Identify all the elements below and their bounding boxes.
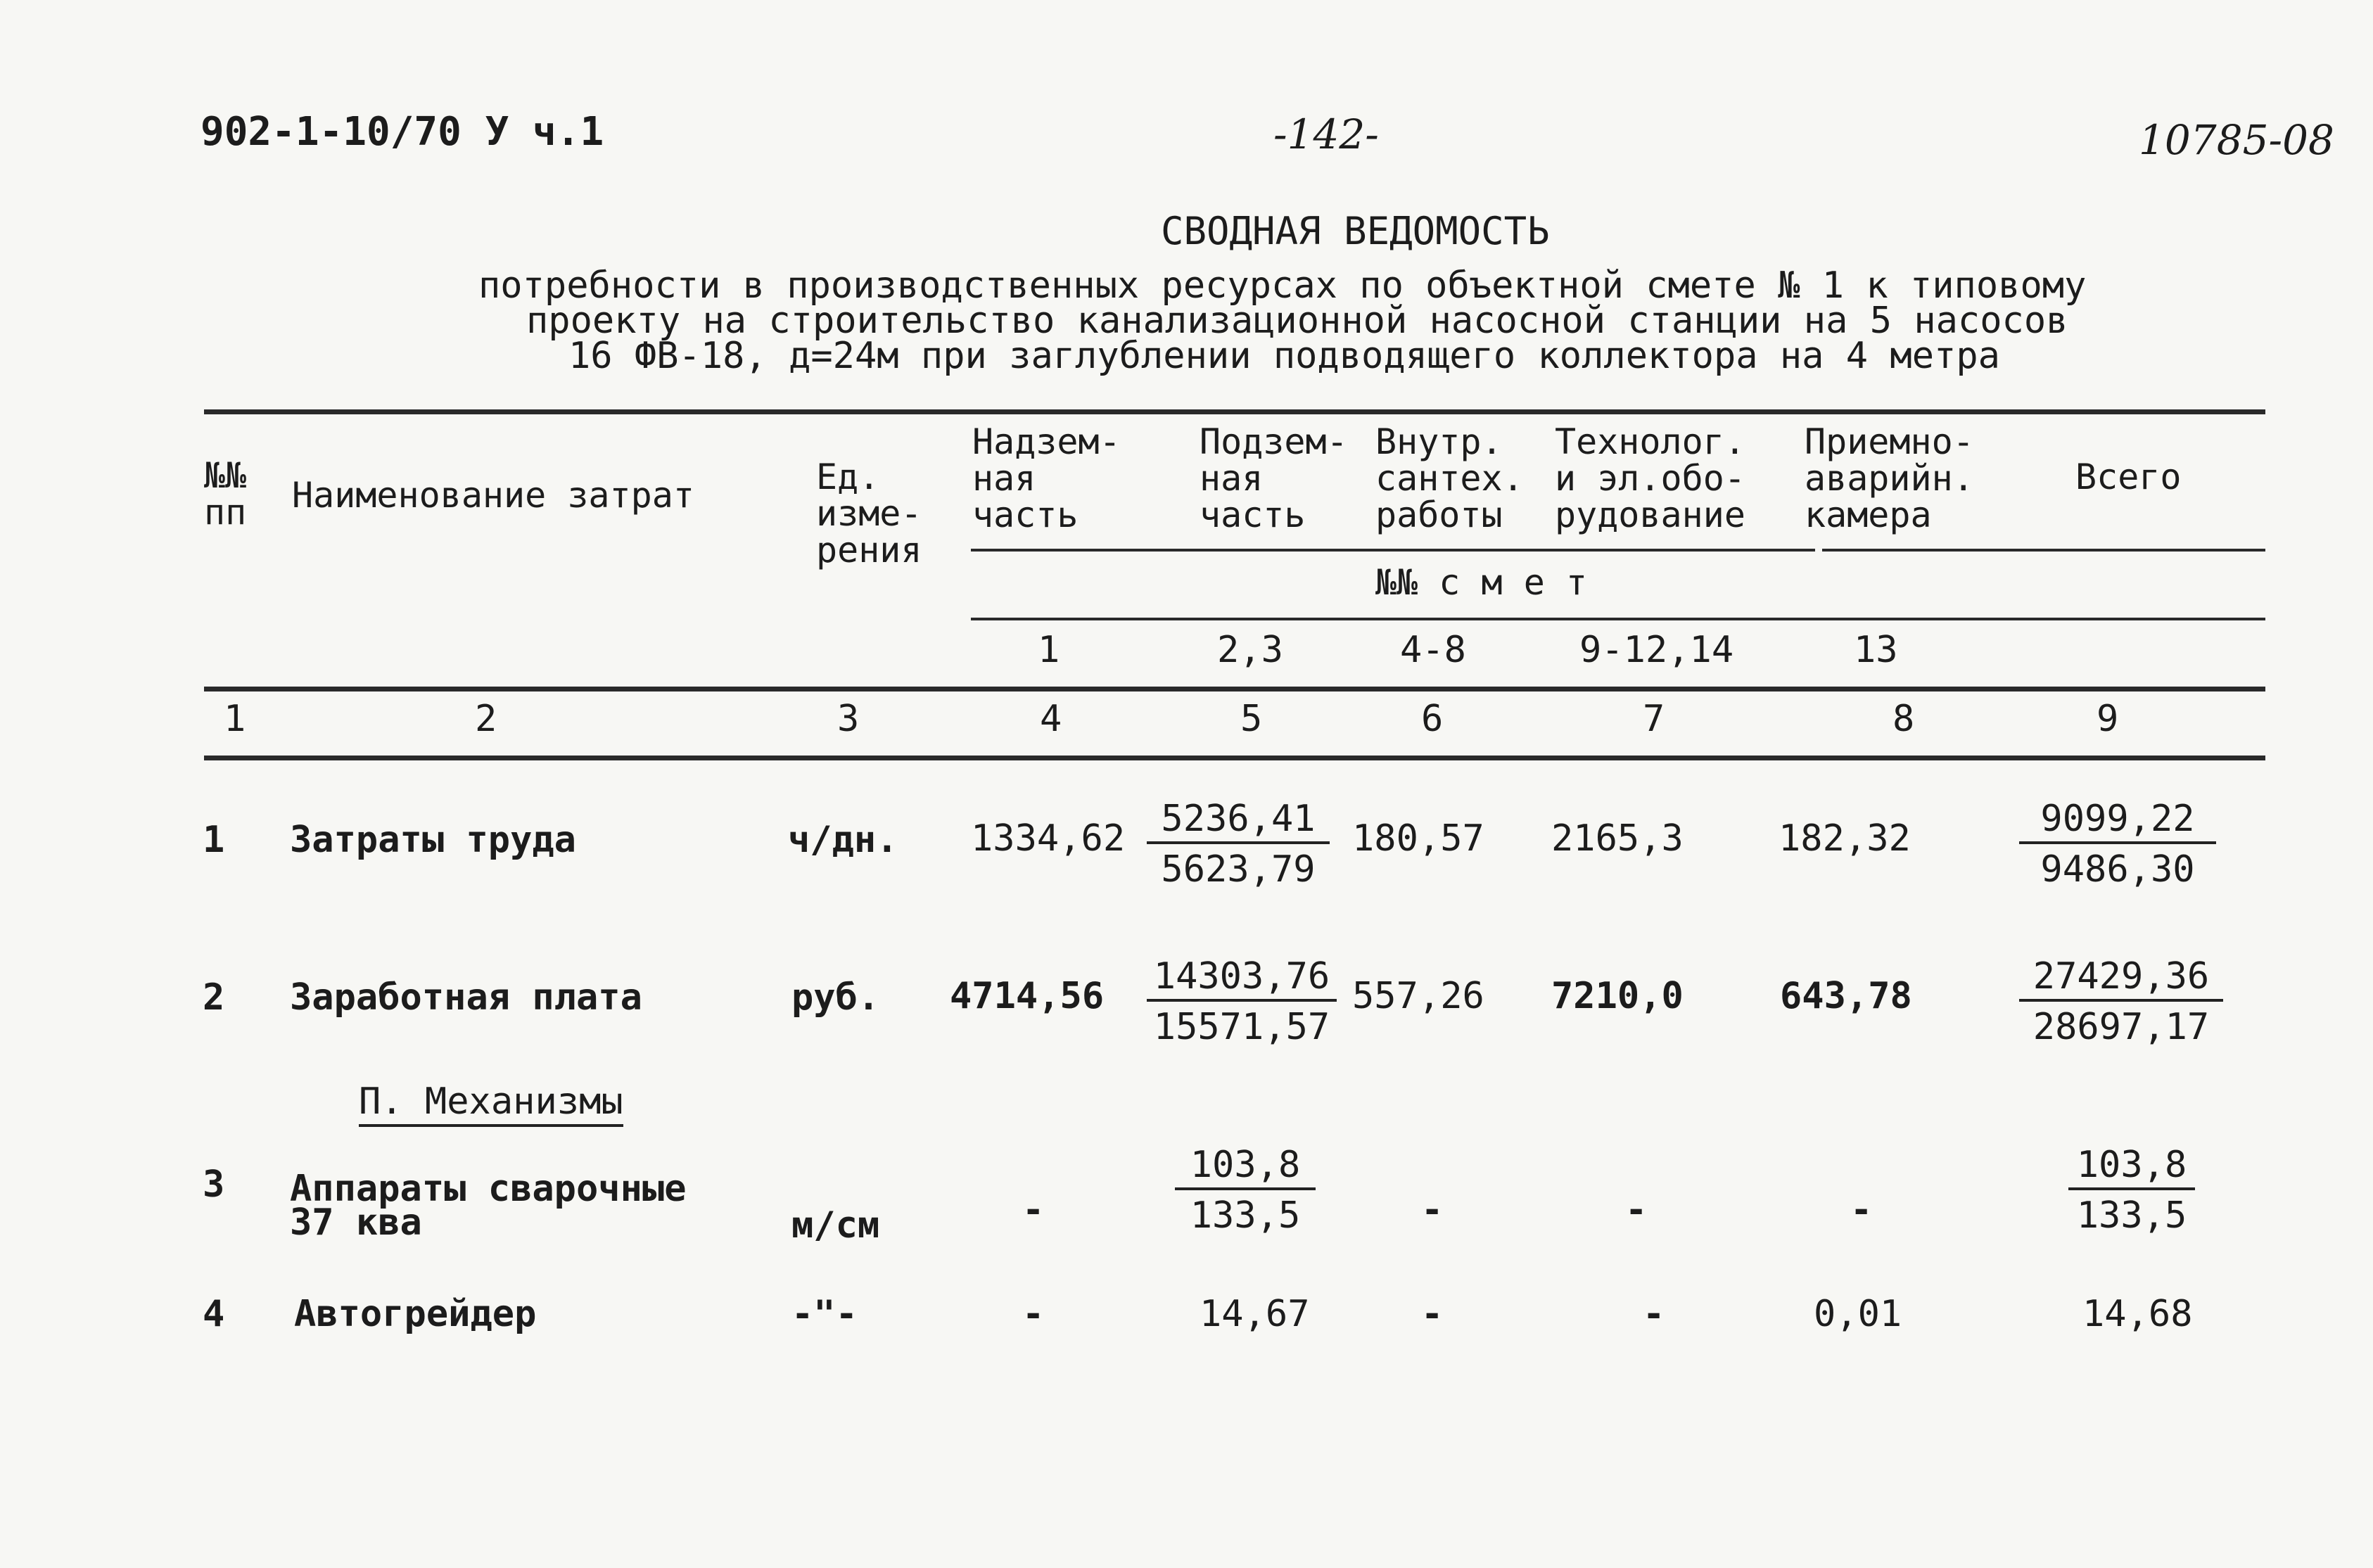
- row-1-col5: $\frac{5236,41}{5623,79}$: [1147, 801, 1330, 888]
- column-number-4: 4: [1040, 698, 1062, 740]
- row-1-col7: 2165,3: [1551, 817, 1684, 860]
- row-3-col4: -: [1022, 1189, 1045, 1231]
- section-mechanisms-heading: П. Механизмы: [359, 1083, 623, 1127]
- column-number-6: 6: [1421, 698, 1444, 740]
- title-line-2: проекту на строительство канализационной насосной станции на 5 насосов: [526, 300, 2068, 342]
- row-4-num: 4: [203, 1293, 225, 1335]
- column-number-7: 7: [1643, 698, 1665, 740]
- header-col4: Надзем- ная часть: [972, 421, 1121, 535]
- smet-number-4: 9-12,14: [1579, 629, 1734, 671]
- table-top-rule: [204, 409, 2265, 414]
- row-1-col9: $\frac{9099,22}{9486,30}$: [2019, 801, 2216, 888]
- row-1-col4: 1334,62: [971, 817, 1126, 860]
- row-4-col7: -: [1643, 1293, 1665, 1335]
- row-4-col6: -: [1421, 1293, 1444, 1335]
- header-col5: Подзем- ная часть: [1200, 421, 1348, 535]
- smet-number-1: 1: [1038, 629, 1060, 671]
- title-line-1: потребности в производственных ресурсах по объектной смете № 1 к типовому: [478, 264, 2087, 307]
- document-code: 902-1-10/70 У ч.1: [201, 109, 604, 155]
- column-number-5: 5: [1240, 698, 1263, 740]
- column-number-2: 2: [475, 698, 497, 740]
- smet-rule: [971, 618, 2265, 620]
- row-1-unit: ч/дн.: [788, 819, 898, 861]
- row-2-col4: 4714,56: [950, 975, 1105, 1017]
- header-bottom-rule: [204, 687, 2265, 691]
- column-number-8: 8: [1892, 698, 1915, 740]
- row-2-col6: 557,26: [1352, 975, 1484, 1017]
- row-4-col8: 0,01: [1814, 1293, 1902, 1335]
- row-4-name: Автогрейдер: [294, 1293, 537, 1335]
- row-4-col4: -: [1022, 1293, 1045, 1335]
- row-4-col9: 14,68: [2082, 1293, 2193, 1335]
- row-2-num: 2: [203, 976, 225, 1019]
- column-number-9: 9: [2097, 698, 2119, 740]
- header-name: Наименование затрат: [292, 475, 694, 516]
- row-4-unit: -"-: [791, 1293, 858, 1335]
- row-2-col9: $\frac{27429,36}{28697,17}$: [2019, 958, 2223, 1045]
- row-3-num: 3: [203, 1164, 225, 1206]
- title-line-3: 16 ФВ-18, д=24м при заглублении подводящего коллектора на 4 метра: [568, 335, 2000, 377]
- row-1-col6: 180,57: [1352, 817, 1484, 860]
- row-2-col5: $\frac{14303,76}{15571,57}$: [1147, 958, 1337, 1045]
- column-number-3: 3: [837, 698, 860, 740]
- page-number: -142-: [1273, 110, 1379, 158]
- header-col9: Всего: [2075, 457, 2182, 497]
- row-1-num: 1: [203, 819, 225, 861]
- document-number: 10785-08: [2139, 116, 2334, 164]
- column-numbers-rule: [204, 756, 2265, 760]
- header-unit: Ед. изме- рения: [816, 457, 922, 571]
- smet-number-3: 4-8: [1400, 629, 1466, 671]
- column-number-1: 1: [224, 698, 246, 740]
- row-3-col6: -: [1421, 1189, 1444, 1231]
- header-sub-rule-left: [971, 549, 1815, 552]
- row-3-col8: -: [1850, 1189, 1873, 1231]
- row-3-name: Аппараты сварочные 37 ква: [290, 1168, 687, 1244]
- row-2-unit: руб.: [791, 976, 880, 1019]
- row-3-col5: $\frac{103,8}{133,5}$: [1175, 1147, 1316, 1234]
- title-main: СВОДНАЯ ВЕДОМОСТЬ: [1161, 209, 1550, 253]
- smet-label: №№ с м е т: [1375, 562, 1588, 603]
- header-col6: Внутр. сантех. работы: [1375, 421, 1524, 535]
- row-2-name: Заработная плата: [290, 976, 642, 1019]
- row-1-name: Затраты труда: [290, 819, 576, 861]
- row-4-col5: 14,67: [1200, 1293, 1310, 1335]
- header-num: №№ пп: [204, 455, 247, 533]
- smet-number-5: 13: [1854, 629, 1898, 671]
- smet-number-2: 2,3: [1217, 629, 1283, 671]
- row-1-col8: 182,32: [1779, 817, 1911, 860]
- header-sub-rule-right: [1822, 549, 2265, 552]
- row-2-col7: 7210,0: [1551, 975, 1684, 1017]
- row-3-col7: -: [1625, 1189, 1648, 1231]
- header-col8: Приемно- аварийн. камера: [1805, 421, 1974, 535]
- row-3-col9: $\frac{103,8}{133,5}$: [2068, 1147, 2195, 1234]
- row-3-unit: м/см: [791, 1204, 880, 1247]
- header-col7: Технолог. и эл.обо- рудование: [1555, 421, 1745, 535]
- row-2-col8: 643,78: [1780, 975, 1912, 1017]
